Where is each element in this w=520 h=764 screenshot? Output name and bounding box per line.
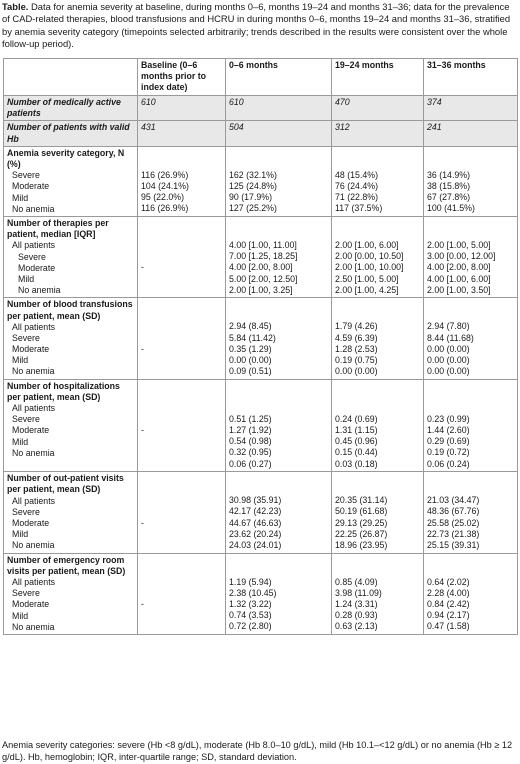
cell-value: 0.29 (0.69) xyxy=(427,436,470,447)
cell-value: 0.00 (0.00) xyxy=(427,366,470,377)
cell-value: 2.94 (8.45) xyxy=(229,321,272,332)
row-label: Moderate xyxy=(12,599,50,610)
section-title: Number of hospitalizations per patient, mean (SD) xyxy=(7,380,120,402)
cell-value: 0.47 (1.58) xyxy=(427,621,470,632)
baseline-value: - xyxy=(141,343,144,354)
cell-value: 2.00 [0.00, 10.50] xyxy=(335,251,404,262)
baseline-cell xyxy=(138,472,226,553)
value-cell xyxy=(332,553,424,634)
value-cell xyxy=(226,553,332,634)
cell-value: 162 (32.1%) xyxy=(229,169,277,180)
row-label: No anemia xyxy=(12,540,55,551)
cell-value: 7.00 [1.25, 18.25] xyxy=(229,251,298,262)
cell-value: 0.35 (1.29) xyxy=(229,343,272,354)
value-cell xyxy=(424,472,518,553)
cell-value: 1.79 (4.26) xyxy=(335,321,378,332)
row-label: Moderate xyxy=(12,425,50,436)
cell-value: 0.74 (3.53) xyxy=(229,610,272,621)
row-label: Mild xyxy=(12,436,29,447)
section-title: Number of out-patient visits per patient, mean (SD) xyxy=(7,473,124,495)
cell-value: 22.25 (26.87) xyxy=(335,528,388,539)
table-caption xyxy=(2,1,516,51)
cell-value: 104 (24.1%) xyxy=(141,181,189,191)
value-cell xyxy=(226,216,332,297)
cell-value: 5.84 (11.42) xyxy=(229,332,276,343)
value-cell xyxy=(332,472,424,553)
cell-value: 76 (24.4%) xyxy=(335,181,379,191)
row-label: Severe xyxy=(12,506,40,517)
value-cell xyxy=(332,379,424,472)
cell-value: 30.98 (35.91) xyxy=(229,495,282,506)
row-label: Moderate xyxy=(12,517,50,528)
row-label: Mild xyxy=(12,529,29,540)
header-cell: 19–24 months xyxy=(332,59,424,96)
summary-value: 312 xyxy=(332,121,424,146)
row-label: All patients xyxy=(12,321,56,332)
value-cell xyxy=(226,298,332,379)
summary-label: Number of patients with valid Hb xyxy=(4,121,138,146)
cell-value: 1.19 (5.94) xyxy=(229,576,272,587)
cell-value: 1.28 (2.53) xyxy=(335,343,378,354)
section-row xyxy=(4,379,518,472)
section-label-cell xyxy=(4,298,138,379)
cell-value: 0.84 (2.42) xyxy=(427,598,470,609)
caption-text: Data for anemia severity at baseline, during months 0–6, months 19–24 and months 31–36; data for the prevalence of CAD-related therapies, blood transfusions and HCRU in during months 0–6, months 19–24 and months 31–36, stratified by anemia severity category (timepoints selected arbitrarily; trends described in the results were consistent over the whole follow-up period). xyxy=(2,1,511,50)
cell-value: 0.63 (2.13) xyxy=(335,621,378,632)
cell-value: 50.19 (61.68) xyxy=(335,506,388,517)
cell-value: 67 (27.8%) xyxy=(427,192,471,203)
cell-value: 20.35 (31.14) xyxy=(335,495,388,506)
caption-label: Table. xyxy=(2,1,29,12)
section-label-cell xyxy=(4,216,138,297)
data-table xyxy=(3,58,518,635)
cell-value: 2.38 (10.45) xyxy=(229,587,277,598)
row-label: No anemia xyxy=(12,447,55,458)
cell-value: 0.24 (0.69) xyxy=(335,413,378,424)
value-cell xyxy=(332,298,424,379)
cell-value: 21.03 (34.47) xyxy=(427,495,480,506)
cell-value: 0.28 (0.93) xyxy=(335,610,378,621)
value-cell xyxy=(424,216,518,297)
cell-value: 0.32 (0.95) xyxy=(229,447,272,458)
cell-value: 4.00 [2.00, 8.00] xyxy=(427,262,491,273)
cell-value: 0.19 (0.72) xyxy=(427,447,470,458)
cell-value: 22.73 (21.38) xyxy=(427,528,480,539)
cell-value: 36 (14.9%) xyxy=(427,169,471,180)
cell-value: 1.32 (3.22) xyxy=(229,598,272,609)
row-label: All patients xyxy=(12,240,56,251)
row-label: Mild xyxy=(12,192,29,203)
row-label: Severe xyxy=(12,170,40,181)
row-label: No anemia xyxy=(12,366,55,377)
table-body xyxy=(4,59,518,635)
cell-value: 0.72 (2.80) xyxy=(229,621,272,632)
summary-row xyxy=(4,96,518,121)
section-label-cell xyxy=(4,146,138,216)
summary-value: 374 xyxy=(424,96,518,121)
cell-value: 0.03 (0.18) xyxy=(335,458,378,469)
row-label xyxy=(7,459,134,470)
summary-value: 470 xyxy=(332,96,424,121)
cell-value: 116 (26.9%) xyxy=(141,169,189,180)
section-title: Anemia severity category, N (%) xyxy=(7,147,125,170)
row-label: No anemia xyxy=(12,621,55,632)
header-cell xyxy=(4,59,138,96)
section-row xyxy=(4,298,518,379)
row-label: All patients xyxy=(12,576,56,587)
cell-value: 23.62 (20.24) xyxy=(229,528,282,539)
cell-value: 90 (17.9%) xyxy=(229,192,273,203)
section-title: Number of therapies per patient, median [IQR] xyxy=(7,217,109,240)
cell-value: 100 (41.5%) xyxy=(427,203,475,214)
cell-value: 2.50 [1.00, 5.00] xyxy=(335,273,399,284)
cell-value: 0.54 (0.98) xyxy=(229,436,272,447)
header-row xyxy=(4,59,518,96)
value-cell xyxy=(332,216,424,297)
cell-value: 44.67 (46.63) xyxy=(229,517,282,528)
cell-value: 2.00 [1.00, 10.00] xyxy=(335,262,404,273)
cell-value: 4.59 (6.39) xyxy=(335,332,378,343)
cell-value: 2.94 (7.80) xyxy=(427,321,470,332)
cell-value: 38 (15.8%) xyxy=(427,181,471,191)
cell-value xyxy=(335,403,420,414)
cell-value: 18.96 (23.95) xyxy=(335,539,388,550)
summary-value: 241 xyxy=(424,121,518,146)
cell-value: 2.00 [1.00, 4.25] xyxy=(335,284,399,295)
baseline-cell xyxy=(138,298,226,379)
cell-value: 1.24 (3.31) xyxy=(335,598,378,609)
cell-value: 4.00 [2.00, 8.00] xyxy=(229,262,293,273)
cell-value: 42.17 (42.23) xyxy=(229,506,282,517)
cell-value: 116 (26.9%) xyxy=(141,203,189,214)
row-label: Severe xyxy=(18,251,46,262)
summary-row xyxy=(4,121,518,146)
cell-value: 0.00 (0.00) xyxy=(335,366,378,377)
section-row xyxy=(4,216,518,297)
baseline-value: - xyxy=(141,425,144,436)
row-label: No anemia xyxy=(18,285,61,296)
cell-value xyxy=(427,403,514,414)
summary-value: 610 xyxy=(226,96,332,121)
cell-value: 2.00 [1.00, 3.50] xyxy=(427,284,491,295)
baseline-cell xyxy=(138,216,226,297)
cell-value: 0.00 (0.00) xyxy=(229,354,272,365)
section-row xyxy=(4,472,518,553)
baseline-cell xyxy=(138,379,226,472)
section-row xyxy=(4,553,518,634)
cell-value: 29.13 (29.25) xyxy=(335,517,388,528)
row-label: No anemia xyxy=(12,203,55,214)
section-row xyxy=(4,146,518,216)
value-cell xyxy=(424,298,518,379)
cell-value: 0.19 (0.75) xyxy=(335,354,378,365)
cell-value: 0.00 (0.00) xyxy=(427,343,470,354)
section-title: Number of emergency room visits per patient, mean (SD) xyxy=(7,554,126,576)
cell-value: 2.00 [1.00, 6.00] xyxy=(335,239,399,250)
cell-value xyxy=(229,403,328,414)
row-label: Mild xyxy=(12,355,29,366)
header-cell: 0–6 months xyxy=(226,59,332,96)
section-title: Number of blood transfusions per patient, mean (SD) xyxy=(7,299,133,321)
value-cell xyxy=(226,472,332,553)
summary-value: 610 xyxy=(138,96,226,121)
value-cell xyxy=(226,379,332,472)
cell-value: 0.23 (0.99) xyxy=(427,413,470,424)
cell-value: 125 (24.8%) xyxy=(229,181,277,191)
row-label: Severe xyxy=(12,588,40,599)
row-label: Severe xyxy=(12,414,40,425)
cell-value: 8.44 (11.68) xyxy=(427,332,474,343)
value-cell xyxy=(226,146,332,216)
cell-value: 5.00 [2.00, 12.50] xyxy=(229,273,298,284)
cell-value: 25.15 (39.31) xyxy=(427,539,480,550)
section-label-cell xyxy=(4,472,138,553)
cell-value: 0.94 (2.17) xyxy=(427,610,470,621)
cell-value: 24.03 (24.01) xyxy=(229,539,282,550)
cell-value: 4.00 [1.00, 11.00] xyxy=(229,239,297,250)
cell-value: 48.36 (67.76) xyxy=(427,506,480,517)
row-label: Moderate xyxy=(12,344,50,355)
cell-value: 2.00 [1.00, 5.00] xyxy=(427,239,491,250)
cell-value: 0.06 (0.24) xyxy=(427,458,470,469)
cell-value: 4.00 [1.00, 6.00] xyxy=(427,273,491,284)
row-label: Mild xyxy=(18,273,35,284)
cell-value: 2.00 [1.00, 3.25] xyxy=(229,284,293,295)
value-cell xyxy=(332,146,424,216)
cell-value: 0.85 (4.09) xyxy=(335,576,378,587)
cell-value: 71 (22.8%) xyxy=(335,192,379,203)
baseline-value: - xyxy=(141,517,144,528)
summary-label: Number of medically active patients xyxy=(4,96,138,121)
cell-value: 3.98 (11.09) xyxy=(335,587,382,598)
header-cell: Baseline (0–6 months prior to index date) xyxy=(138,59,226,96)
cell-value: 0.06 (0.27) xyxy=(229,458,272,469)
cell-value: 1.27 (1.92) xyxy=(229,425,272,436)
row-label: All patients xyxy=(12,495,56,506)
summary-value: 504 xyxy=(226,121,332,146)
row-label: Moderate xyxy=(12,181,50,192)
cell-value: 0.09 (0.51) xyxy=(229,366,272,377)
cell-value: 95 (22.0%) xyxy=(141,192,185,203)
baseline-value: - xyxy=(141,598,144,609)
section-label-cell xyxy=(4,553,138,634)
table-footnote: Anemia severity categories: severe (Hb <8 g/dL), moderate (Hb 8.0–10 g/dL), mild (Hb 10.1–<12 g/dL) or no anemia (Hb ≥ 12 g/dL). Hb, hemoglobin; IQR, inter-quartile range; SD, standard deviation. xyxy=(2,740,513,762)
cell-value: 1.44 (2.60) xyxy=(427,425,470,436)
summary-value: 431 xyxy=(138,121,226,146)
row-label: Mild xyxy=(12,610,29,621)
cell-value: 0.15 (0.44) xyxy=(335,447,378,458)
cell-value: 0.64 (2.02) xyxy=(427,576,470,587)
cell-value: 2.28 (4.00) xyxy=(427,587,470,598)
cell-value: 48 (15.4%) xyxy=(335,169,379,180)
row-label: Moderate xyxy=(18,262,56,273)
cell-value: 117 (37.5%) xyxy=(335,203,383,214)
value-cell xyxy=(424,553,518,634)
cell-value: 3.00 [0.00, 12.00] xyxy=(427,251,496,262)
baseline-value: - xyxy=(141,262,144,273)
value-cell xyxy=(424,146,518,216)
cell-value: 1.31 (1.15) xyxy=(335,425,378,436)
section-label-cell xyxy=(4,379,138,472)
row-label: All patients xyxy=(12,403,56,414)
cell-value: 25.58 (25.02) xyxy=(427,517,480,528)
cell-value: 0.00 (0.00) xyxy=(427,354,470,365)
value-cell xyxy=(138,146,226,216)
value-cell xyxy=(424,379,518,472)
cell-value: 0.45 (0.96) xyxy=(335,436,378,447)
header-cell: 31–36 months xyxy=(424,59,518,96)
row-label: Severe xyxy=(12,332,40,343)
cell-value: 0.51 (1.25) xyxy=(229,413,272,424)
cell-value: 127 (25.2%) xyxy=(229,203,277,214)
baseline-cell xyxy=(138,553,226,634)
